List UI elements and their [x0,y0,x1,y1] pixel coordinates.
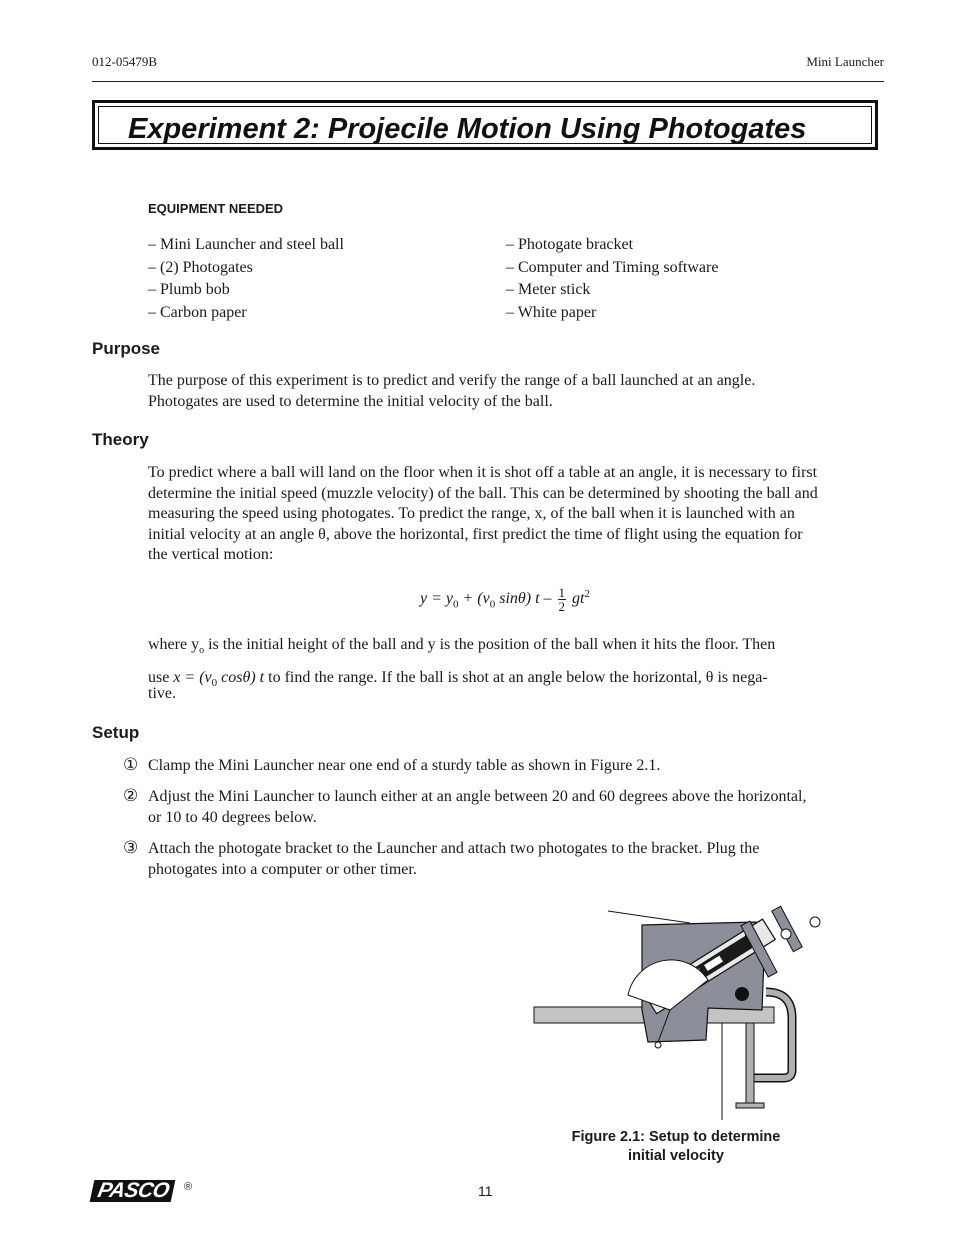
text-run: is the initial height of the ball and y is the position of the ball when it hits the floor. Then [204,636,776,653]
ball-path-marker [781,929,791,939]
theory-after-line [148,631,884,664]
doc-number: 012-05479B [92,54,157,69]
equipment-item: – Photogate bracket [506,236,634,253]
theory-line: the vertical motion: [148,546,274,564]
eq-subscript: 0 [211,677,218,690]
eq-part: x = (v [173,669,212,687]
purpose-heading: Purpose [92,339,161,358]
step-line: Attach the photogate bracket to the Launcher and attach two photogates to the bracket. Plug the [148,840,760,857]
subscript: o [199,645,205,657]
theory-line: measuring the speed using photogates. To predict the range, x, of the ball when it is launched with an [148,505,795,523]
leader-line [608,911,690,923]
launcher-knob [735,987,749,1001]
figure-caption-line: Figure 2.1: Setup to determine [571,1129,781,1145]
setup-step [148,839,884,880]
equipment-list-right [506,234,718,324]
eq-part: gt [572,590,585,608]
eq-exponent: 2 [584,587,590,600]
page-title: Experiment 2: Projecile Motion Using Photogates [128,113,807,145]
header-rule [92,81,884,82]
equipment-list-left [148,234,344,324]
equipment-heading: EQUIPMENT NEEDED [148,201,284,216]
theory-line: initial velocity at an angle θ, above the horizontal, first predict the time of flight using the equation for [148,525,803,543]
setup-heading: Setup [92,723,140,742]
step-line: or 10 to 40 degrees below. [148,808,317,826]
theory-text [148,463,884,566]
launcher-setup-illustration [530,900,830,1122]
purpose-text [148,371,884,412]
theory-after-end [148,684,884,705]
step-line: Clamp the Mini Launcher near one end of a sturdy table as shown in Figure 2.1. [148,757,661,774]
step-number: ② [123,786,139,805]
registered-mark: ® [184,1181,193,1193]
title-box [92,100,878,150]
eq-part: + (v [458,590,490,608]
setup-step [148,787,884,828]
theory-after-line: tive. [148,685,176,702]
fraction-denominator: 2 [558,599,566,614]
doc-product-name: Mini Launcher [806,54,884,69]
purpose-line: The purpose of this experiment is to predict and verify the range of a ball launched at an angle. [148,372,756,389]
eq-fraction [558,586,567,613]
figure-caption [552,1128,800,1166]
text-run: to find the range. If the ball is shot at an angle below the horizontal, θ is nega- [264,669,768,687]
setup-step [148,756,884,777]
equipment-item: – (2) Photogates [148,258,253,276]
theory-heading: Theory [92,430,149,449]
step-number: ③ [123,838,139,857]
vertical-motion-equation [420,586,590,613]
equipment-item: – Meter stick [506,281,591,299]
step-line: photogates into a computer or other timer. [148,860,417,878]
ball-path-marker [810,917,820,927]
equipment-item: – Carbon paper [148,303,247,321]
clamp-handle [736,1103,764,1108]
eq-part: sinθ) t – [495,590,552,608]
eq-subscript: 0 [453,598,459,611]
clamp-screw [746,1023,754,1107]
eq-subscript: 0 [489,598,496,611]
theory-line: determine the initial speed (muzzle velocity) of the ball. This can be determined by shooting the ball and [148,484,818,502]
purpose-line: Photogates are used to determine the initial velocity of the ball. [148,392,553,410]
pasco-logo: PASCO [90,1180,175,1202]
equipment-item: – Plumb bob [148,281,230,299]
equipment-item: – White paper [506,303,597,321]
plumb-bob [655,1042,661,1048]
fraction-numerator: 1 [558,585,566,600]
eq-part: y = y [420,590,453,608]
step-line: Adjust the Mini Launcher to launch either at an angle between 20 and 60 degrees above the horizontal, [148,788,807,805]
step-number: ① [123,755,139,774]
equipment-item: – Mini Launcher and steel ball [148,236,344,253]
equipment-item: – Computer and Timing software [506,258,719,276]
figure-caption-line: initial velocity [628,1148,724,1164]
eq-part: cosθ) t [217,669,265,687]
text-run: where y [148,636,200,653]
page-number: 11 [478,1183,493,1199]
text-run: use [148,669,174,687]
theory-line: To predict where a ball will land on the floor when it is shot off a table at an angle, it is necessary to first [148,464,818,481]
